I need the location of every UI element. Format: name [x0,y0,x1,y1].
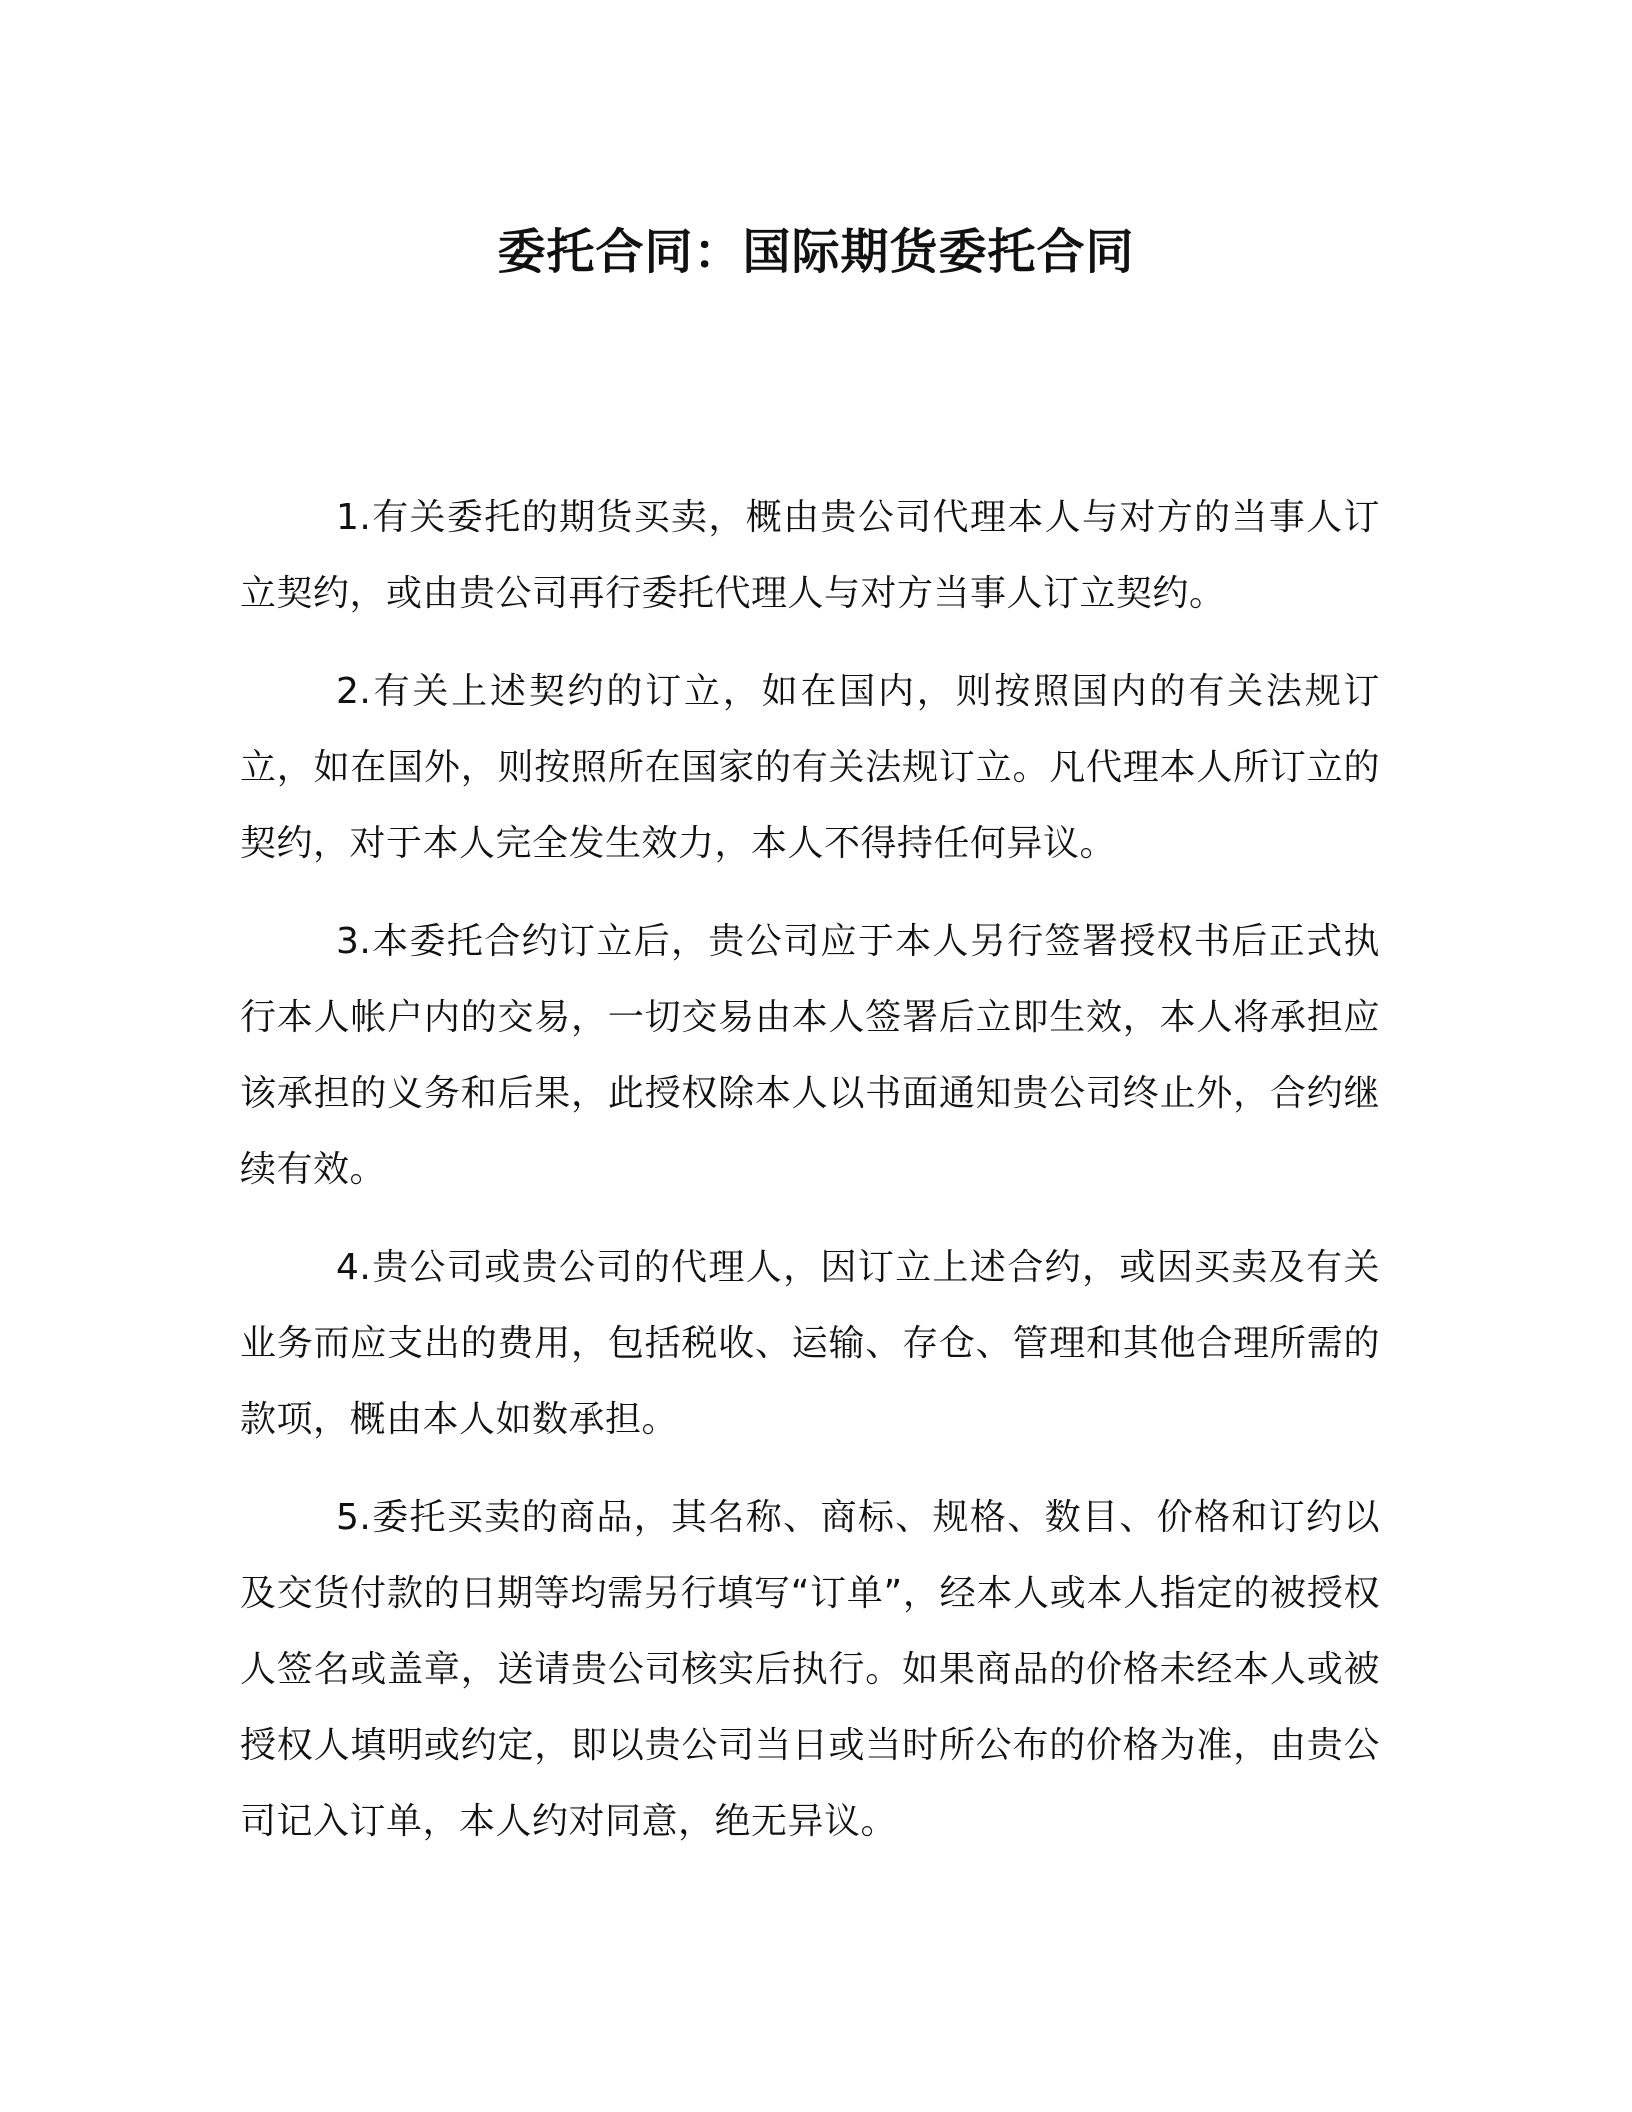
document-title: 委托合同：国际期货委托合同 [497,224,1135,280]
clause-4: 4.贵公司或贵公司的代理人，因订立上述合约，或因买卖及有关业务而应支出的费用，包括税收、运输、存仓、管理和其他合理所需的款项，概由本人如数承担。 [240,1247,1380,1440]
document-body [240,480,1380,1882]
clause-2: 2.有关上述契约的订立，如在国内，则按照国内的有关法规订立，如在国外，则按照所在国家的有关法规订立。凡代理本人所订立的契约，对于本人完全发生效力，本人不得持任何异议。 [240,671,1380,864]
clause-3: 3.本委托合约订立后，贵公司应于本人另行签署授权书后正式执行本人帐户内的交易，一切交易由本人签署后立即生效，本人将承担应该承担的义务和后果，此授权除本人以书面通知贵公司终止外，合约继续有效。 [240,921,1380,1190]
clause-1: 1.有关委托的期货买卖，概由贵公司代理本人与对方的当事人订立契约，或由贵公司再行委托代理人与对方当事人订立契约。 [240,497,1380,614]
clause-5: 5.委托买卖的商品，其名称、商标、规格、数目、价格和订约以及交货付款的日期等均需另行填写“订单”，经本人或本人指定的被授权人签名或盖章，送请贵公司核实后执行。如果商品的价格未经本人或被授权人填明或约定，即以贵公司当日或当时所公布的价格为准，由贵公司记入订单，本人约对同意，绝无异议。 [240,1497,1380,1842]
